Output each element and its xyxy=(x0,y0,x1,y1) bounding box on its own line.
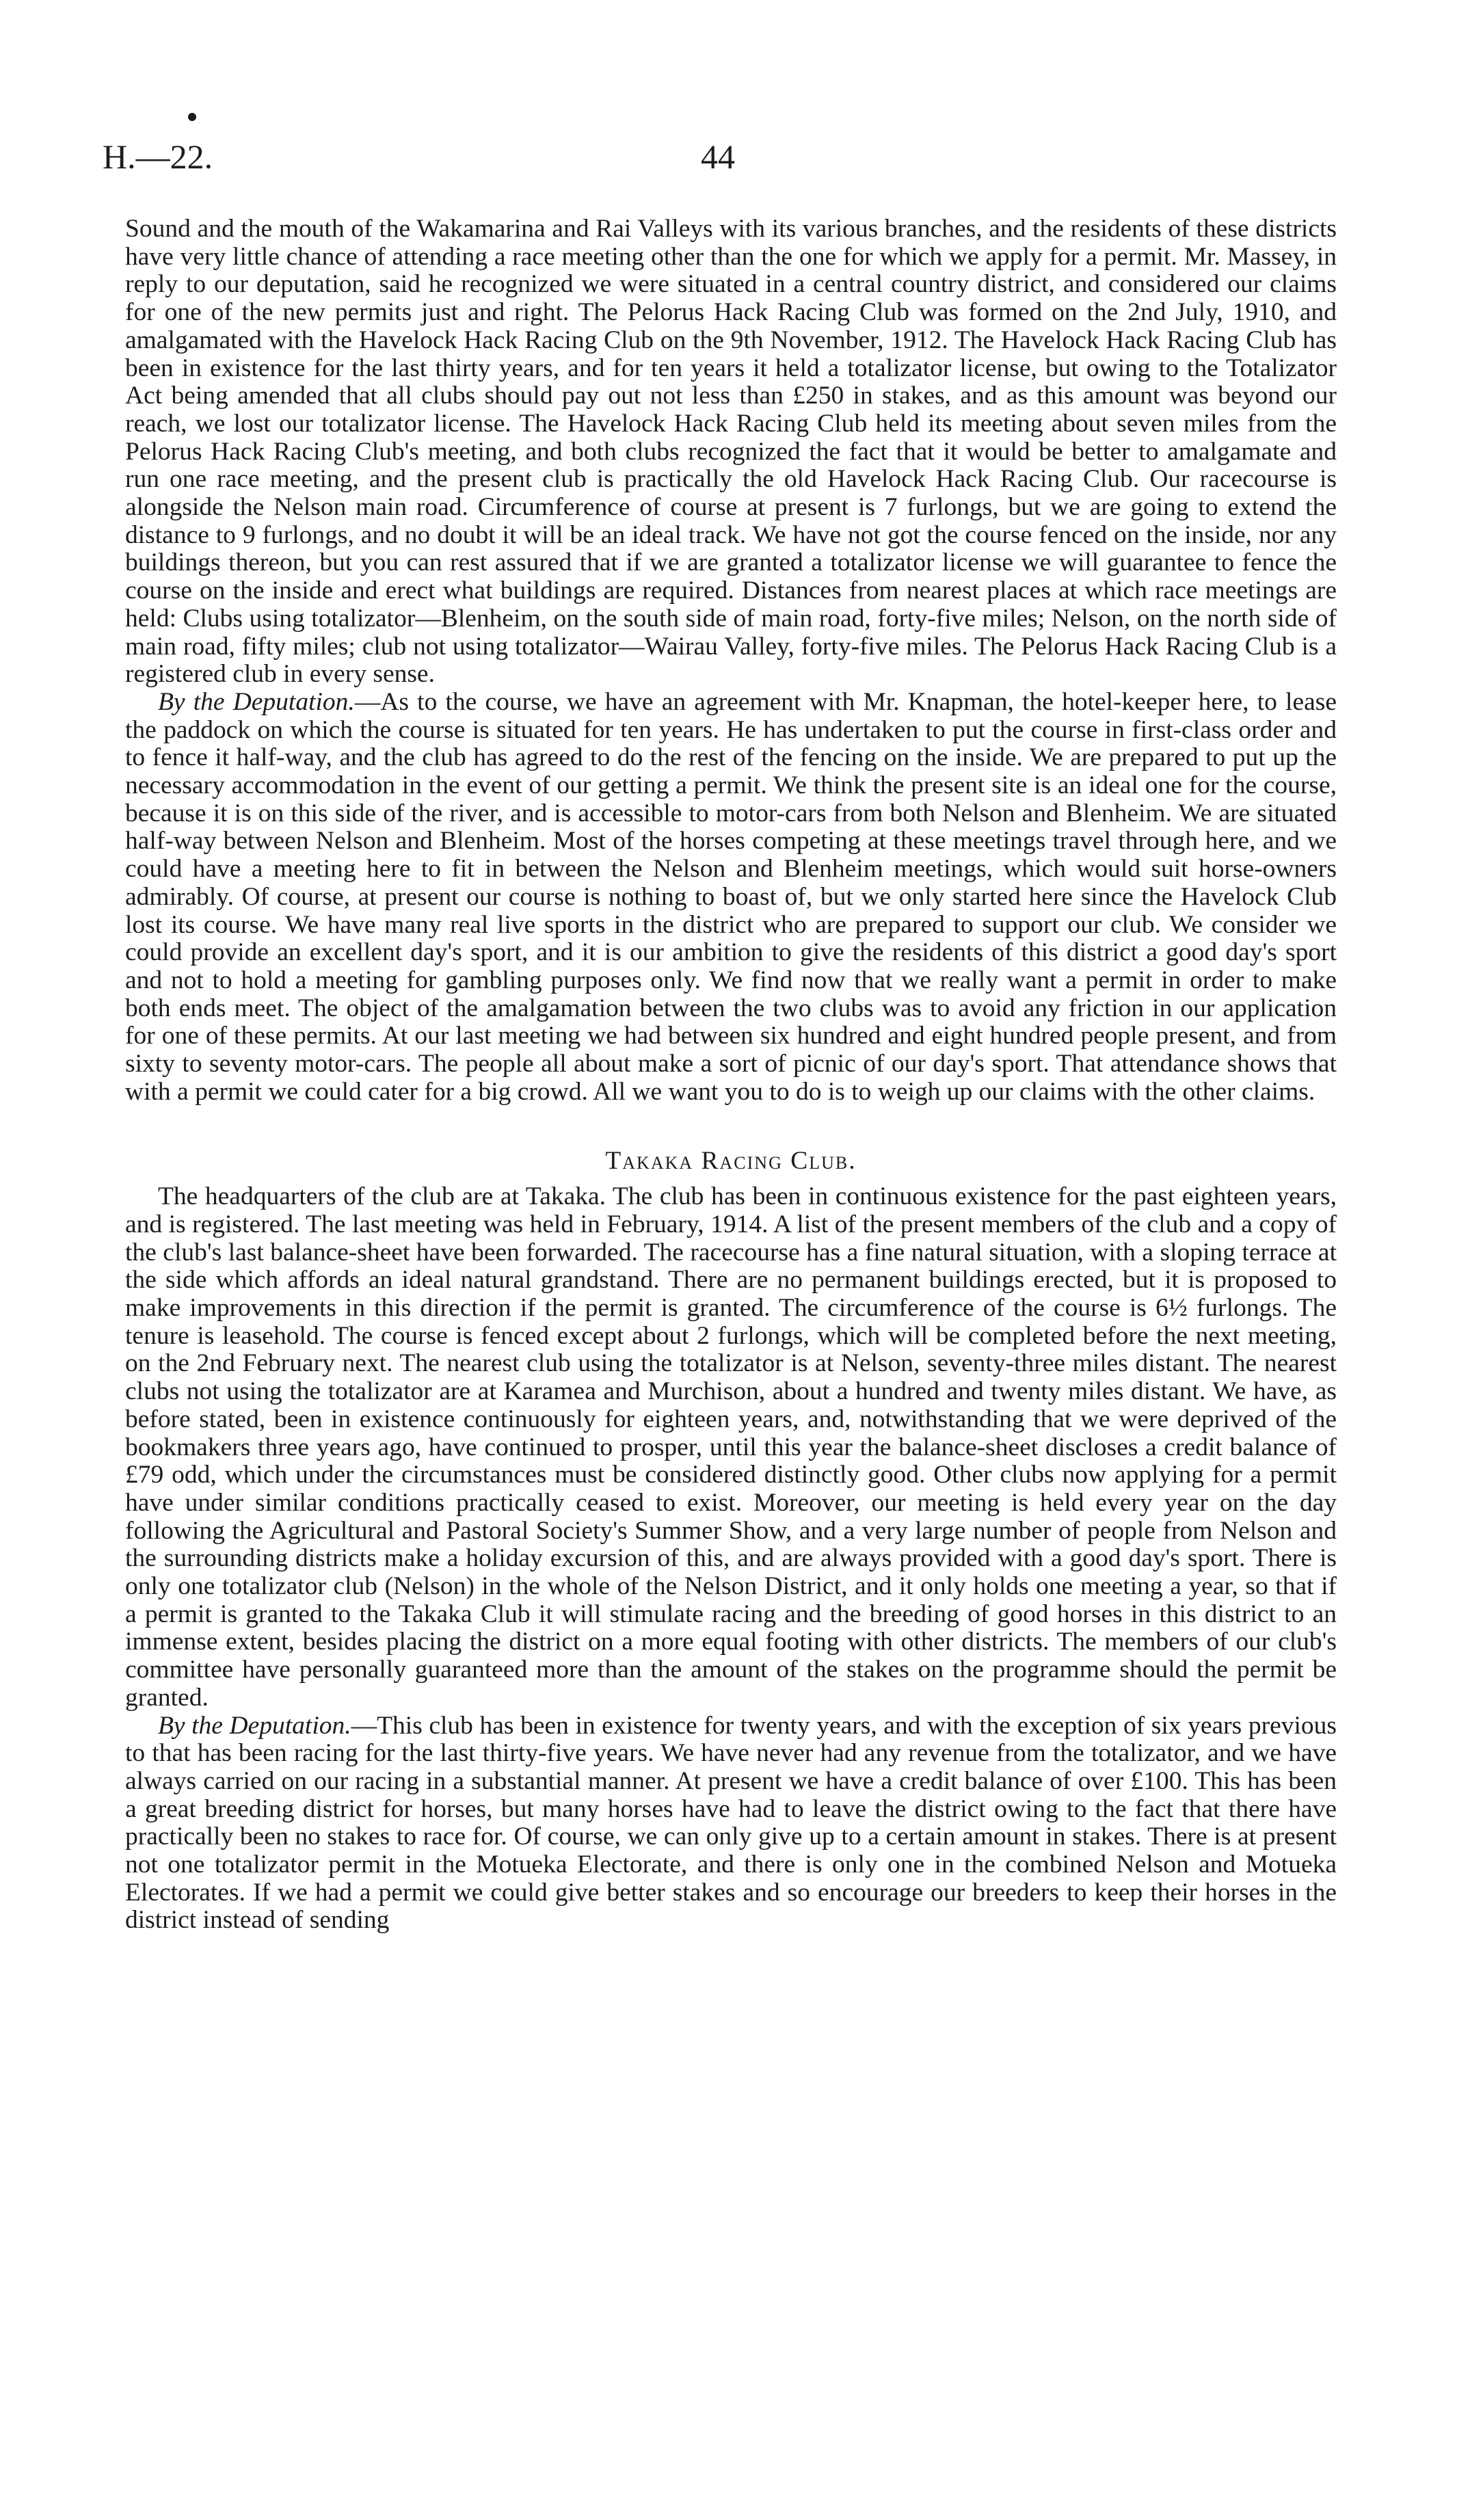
takaka-deputation-paragraph xyxy=(125,1712,1337,1935)
page-number: 44 xyxy=(701,137,735,176)
page-header xyxy=(103,137,1333,198)
ink-speck xyxy=(188,113,196,121)
deputation-label: By the Deputation. xyxy=(158,687,355,716)
deputation-label: By the Deputation. xyxy=(158,1711,351,1740)
report-reference: H.—22. xyxy=(103,137,213,176)
deputation-text: —This club has been in existence for twenty years, and with the exception of six years previous to that has been racing for the last thirty-five years. We have never had any revenue from the totalizator, and we have always carried on our racing in a substantial manner. At present we have a credit balance of over £100. This has been a great breeding district for horses, but many horses have had to leave the district owing to the fact that there have practically been no stakes to race for. Of course, we can only give up to a certain amount in stakes. There is at present not one totalizator permit in the Motueka Electorate, and there is only one in the combined Nelson and Motueka Electorates. If we had a permit we could give better stakes and so encourage our breeders to keep their horses in the district instead of sending xyxy=(125,1711,1337,1935)
continued-paragraph: Sound and the mouth of the Wakamarina and Rai Valleys with its various branches, and the residents of these districts have very little chance of attending a race meeting other than the one for which we apply for a permit. Mr. Massey, in reply to our deputation, said he recognized we were situated in a central country district, and considered our claims for one of the new permits just and right. The Pelorus Hack Racing Club was formed on the 2nd July, 1910, and amalgamated with the Havelock Hack Racing Club on the 9th November, 1912. The Havelock Hack Racing Club has been in existence for the last thirty years, and for ten years it held a totalizator license, but owing to the Totalizator Act being amended that all clubs should pay out not less than £250 in stakes, and as this amount was beyond our reach, we lost our totalizator license. The Havelock Hack Racing Club held its meeting about seven miles from the Pelorus Hack Racing Club's meeting, and both clubs recognized the fact that it would be better to amalgamate and run one race meeting, and the present club is practically the old Havelock Hack Racing Club. Our racecourse is alongside the Nelson main road. Circumference of course at present is 7 furlongs, but we are going to extend the distance to 9 furlongs, and no doubt it will be an ideal track. We have not got the course fenced on the inside, nor any buildings thereon, but you can rest assured that if we are granted a totalizator license we will guarantee to fence the course on the inside and erect what buildings are required. Distances from nearest places at which race meetings are held: Clubs using totalizator—Blenheim, on the south side of main road, forty-five miles; Nelson, on the north side of main road, fifty miles; club not using totalizator—Wairau Valley, forty-five miles. The Pelorus Hack Racing Club is a registered club in every sense. xyxy=(125,215,1337,689)
section-heading: Takaka Racing Club. xyxy=(605,1146,857,1175)
deputation-text: —As to the course, we have an agreement with Mr. Knapman, the hotel-keeper here, to lease the paddock on which the course is situated for ten years. He has undertaken to put the course in first-class order and to fence it half-way, and the club has agreed to do the rest of the fencing on the inside. We are prepared to put up the necessary accommodation in the event of our getting a permit. We think the present site is an ideal one for the course, because it is on this side of the river, and is accessible to motor-cars from both Nelson and Blenheim. We are situated half-way between Nelson and Blenheim. Most of the horses competing at these meetings travel through here, and we could have a meeting here to fit in between the Nelson and Blenheim meetings, which would suit horse-owners admirably. Of course, at present our course is nothing to boast of, but we only started here since the Havelock Club lost its course. We have many real live sports in the district who are prepared to support our club. We consider we could provide an excellent day's sport, and it is our ambition to give the residents of this district a good day's sport and not to hold a meeting for gambling purposes only. We find now that we really want a permit in order to make both ends meet. The object of the amalgamation between the two clubs was to avoid any friction in our application for one of these permits. At our last meeting we had between six hundred and eight hundred people present, and from sixty to seventy motor-cars. The people all about make a sort of picnic of our day's sport. That attendance shows that with a permit we could cater for a big crowd. All we want you to do is to weigh up our claims with the other claims. xyxy=(125,687,1337,1106)
takaka-paragraph: The headquarters of the club are at Takaka. The club has been in continuous existence for the past eighteen years, and is registered. The last meeting was held in February, 1914. A list of the present members of the club and a copy of the club's last balance-sheet have been forwarded. The racecourse has a fine natural situation, with a sloping terrace at the side which affords an ideal natural grandstand. There are no permanent buildings erected, but it is proposed to make improvements in this direction if the permit is granted. The circumference of the course is 6½ furlongs. The tenure is leasehold. The course is fenced except about 2 furlongs, which will be completed before the next meeting, on the 2nd February next. The nearest club using the totalizator is at Nelson, seventy-three miles distant. The nearest clubs not using the totalizator are at Karamea and Murchison, about a hundred and twenty miles distant. We have, as before stated, been in existence continuously for eighteen years, and, notwithstanding that we were deprived of the bookmakers three years ago, have continued to prosper, until this year the balance-sheet discloses a credit balance of £79 odd, which under the circumstances must be considered distinctly good. Other clubs now applying for a permit have under similar conditions practically ceased to exist. Moreover, our meeting is held every year on the day following the Agricultural and Pastoral Society's Summer Show, and a very large number of people from Nelson and the surrounding districts make a holiday excursion of this, and are always provided with a good day's sport. There is only one totalizator club (Nelson) in the whole of the Nelson District, and it only holds one meeting a year, so that if a permit is granted to the Takaka Club it will stimulate racing and the breeding of good horses in this district to an immense extent, besides placing the district on a more equal footing with other districts. The members of our club's committee have personally guaranteed more than the amount of the stakes on the programme should the permit be granted. xyxy=(125,1182,1337,1712)
page-body xyxy=(125,215,1337,1935)
deputation-paragraph xyxy=(125,689,1337,1106)
